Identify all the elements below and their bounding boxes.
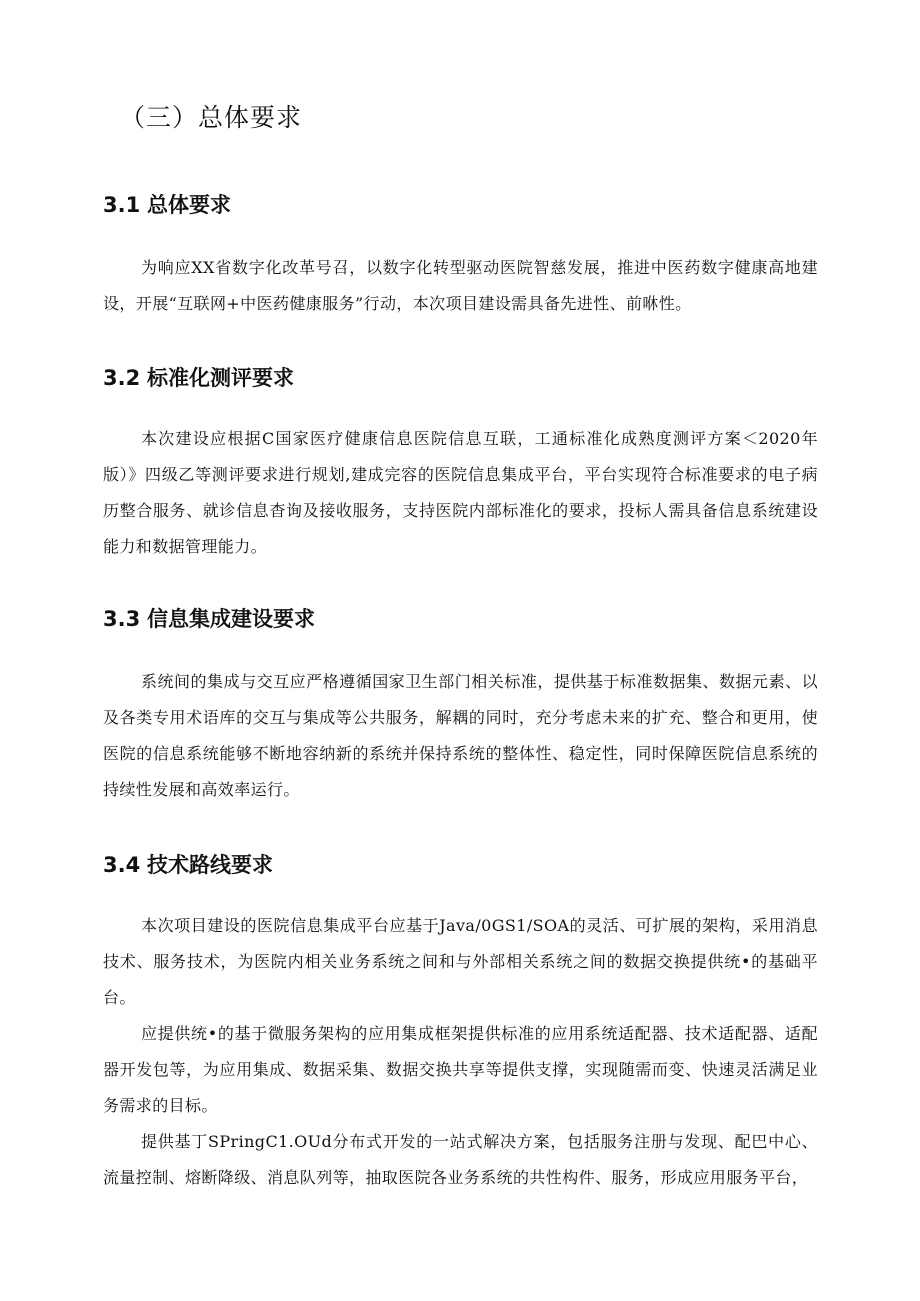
section-number: 3.1 xyxy=(103,193,141,217)
paragraph: 本次项目建设的医院信息集成平台应基于Java/0GS1/SOA的灵活、可扩展的架构，采用消息技术、服务技术，为医院内相关业务系统之间和与外部相关系统之间的数据交换提供统•的基础平台。 xyxy=(103,916,818,1007)
paragraph: 提供基丁SPringC1.OUd分布式开发的一站式解决方案，包括服务注册与发现、配巴中心、流量控制、熔断降级、消息队列等，抽取医院各业务系统的共性构件、服务，形成应用服务平台， xyxy=(103,1132,818,1187)
section-title: 信息集成建设要求 xyxy=(147,607,315,631)
paragraph: 为响应XX省数字化改革号召，以数字化转型驱动医院智慈发展，推进中医药数字健康高地建设，开展“互联网+中医药健康服务”行动，本次项目建设需具备先进性、前咻性。 xyxy=(103,258,818,313)
paragraph: 应提供统•的基于微服务架构的应用集成框架提供标准的应用系统适配器、技术适配器、适配器开发包等，为应用集成、数据采集、数据交换共享等提供支撑，实现随需而变、快速灵活满足业务需求的目标。 xyxy=(103,1024,818,1115)
section-title: 总体要求 xyxy=(147,193,231,217)
section-title: 技术路线要求 xyxy=(147,853,273,877)
paragraph: 本次建设应根据C国家医疗健康信息医院信息互联，工通标准化成熟度测评方案＜2020年版）》四级乙等测评要求进行规划,建成完容的医院信息集成平台，平台实现符合标准要求的电子病历整合服务、就诊信息杳询及接收服务，支持医院内部标准化的要求，投标人需具备信息系统建设能力和数据管理能力。 xyxy=(103,429,818,556)
section-heading-3-1 xyxy=(103,189,231,219)
section-number: 3.3 xyxy=(103,607,141,631)
section-heading-3-2 xyxy=(103,362,294,392)
section-number: 3.4 xyxy=(103,853,141,877)
chapter-title: （三）总体要求 xyxy=(120,103,303,132)
section-title: 标准化测评要求 xyxy=(147,366,294,390)
section-number: 3.2 xyxy=(103,366,141,390)
section-heading-3-4 xyxy=(103,849,273,879)
section-heading-3-3 xyxy=(103,603,315,633)
paragraph: 系统间的集成与交互应严格遵循国家卫生部门相关标准，提供基于标准数据集、数据元素、以及各类专用术语库的交互与集成等公共服务，解耦的同时，充分考虑未来的扩充、整合和更用，使医院的信息系统能够不断地容纳新的系统并保持系统的整体性、稳定性，同时保障医院信息系统的持续性发展和高效率运行。 xyxy=(103,672,818,799)
